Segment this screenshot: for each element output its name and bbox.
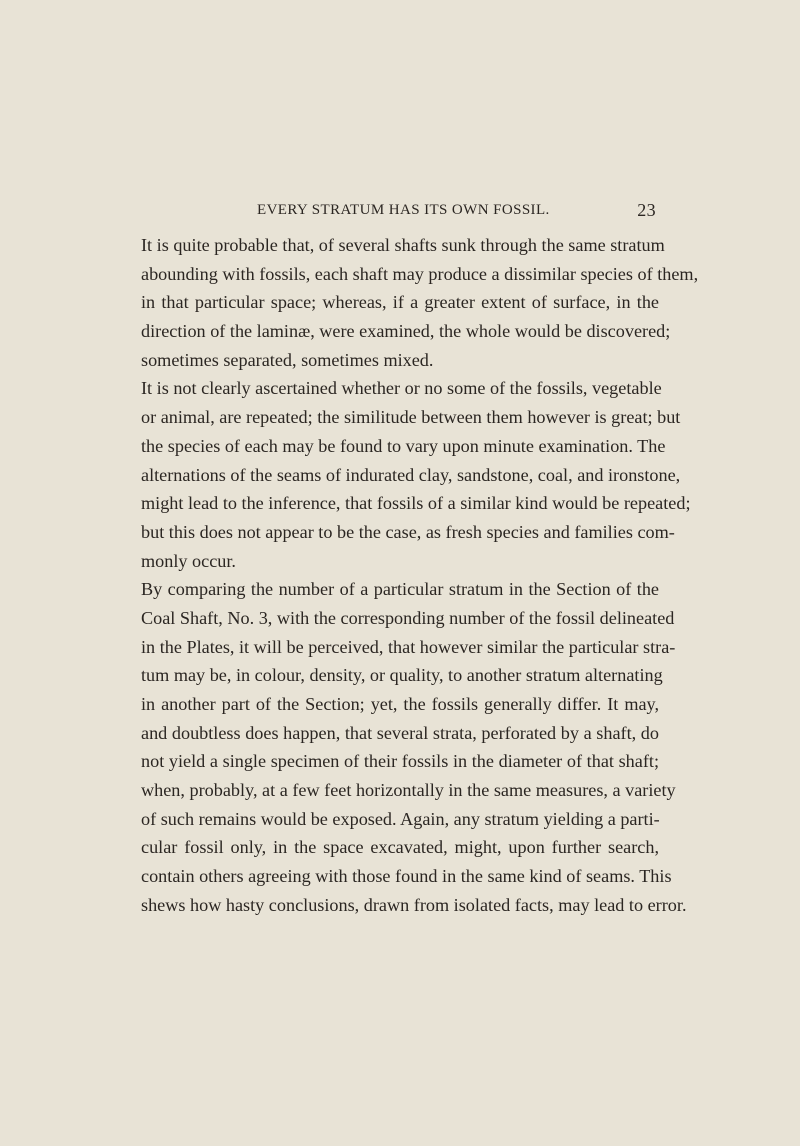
text-line: in the Plates, it will be perceived, that however similar the particular stra- <box>141 636 676 657</box>
paragraph-2 <box>141 374 691 575</box>
running-title: EVERY STRATUM HAS ITS OWN FOSSIL. <box>257 202 550 218</box>
body-text <box>141 231 699 920</box>
text-line: It is not clearly ascertained whether or no some of the fossils, vegetable <box>141 378 662 399</box>
text-line: direction of the laminæ, were examined, the whole would be discovered; <box>141 321 671 342</box>
text-line: and doubtless does happen, that several strata, perforated by a shaft, do <box>141 722 659 743</box>
paragraph-1 <box>141 231 699 374</box>
text-line: the species of each may be found to vary upon minute examination. The <box>141 435 666 456</box>
text-line: might lead to the inference, that fossils of a similar kind would be repeated; <box>141 493 691 514</box>
text-line: in another part of the Section; yet, the fossils generally differ. It may, <box>141 694 659 714</box>
text-line: sometimes separated, sometimes mixed. <box>141 349 434 370</box>
text-line: when, probably, at a few feet horizontally in the same measures, a variety <box>141 780 676 801</box>
text-line: of such remains would be exposed. Again, any stratum yielding a parti- <box>141 808 660 829</box>
text-line: not yield a single specimen of their fossils in the diameter of that shaft; <box>141 751 659 772</box>
text-line: tum may be, in colour, density, or quality, to another stratum alternating <box>141 665 663 686</box>
text-line: Coal Shaft, No. 3, with the corresponding number of the fossil delineated <box>141 607 675 628</box>
text-line: contain others agreeing with those found in the same kind of seams. This <box>141 866 672 887</box>
text-line: monly occur. <box>141 550 236 571</box>
paragraph-3 <box>141 575 687 919</box>
text-line: It is quite probable that, of several shafts sunk through the same stratum <box>141 235 665 255</box>
text-line: abounding with fossils, each shaft may produce a dissimilar species of them, <box>141 263 699 284</box>
page-number: 23 <box>637 200 656 220</box>
text-line: By comparing the number of a particular stratum in the Section of the <box>141 579 659 600</box>
text-line: alternations of the seams of indurated clay, sandstone, coal, and ironstone, <box>141 464 681 485</box>
text-line: but this does not appear to be the case, as fresh species and families com- <box>141 521 675 542</box>
text-line: or animal, are repeated; the similitude between them however is great; but <box>141 407 681 428</box>
running-head <box>257 200 657 224</box>
text-line: shews how hasty conclusions, drawn from isolated facts, may lead to error. <box>141 894 687 915</box>
text-line: cular fossil only, in the space excavated, might, upon further search, <box>141 837 659 858</box>
text-line: in that particular space; whereas, if a greater extent of surface, in the <box>141 292 659 313</box>
